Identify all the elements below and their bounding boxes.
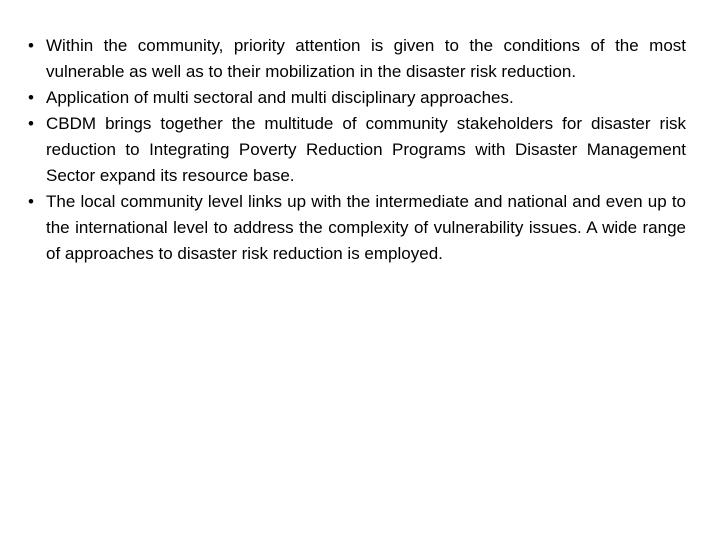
bullet-icon: • [28,88,34,107]
bullet-item [28,189,686,267]
bullet-item [28,111,686,189]
bullet-text: CBDM brings together the multitude of community stakeholders for disaster risk reduction to Integrating Poverty Reduction Programs with Disaster Management Sector expand its resource base. [46,114,686,185]
bullet-icon: • [28,192,34,211]
bullet-text: The local community level links up with the intermediate and national and even up to the international level to address the complexity of vulnerability issues. A wide range of approaches to disaster risk reduction is employed. [46,192,686,263]
bullet-text: Within the community, priority attention is given to the conditions of the most vulnerable as well as to their mobilization in the disaster risk reduction. [46,36,686,81]
bullet-icon: • [28,36,34,55]
bullet-item [28,33,686,85]
bullet-icon: • [28,114,34,133]
bullet-text: Application of multi sectoral and multi disciplinary approaches. [46,88,514,107]
bullet-item [28,85,686,111]
bullet-list [28,33,686,267]
